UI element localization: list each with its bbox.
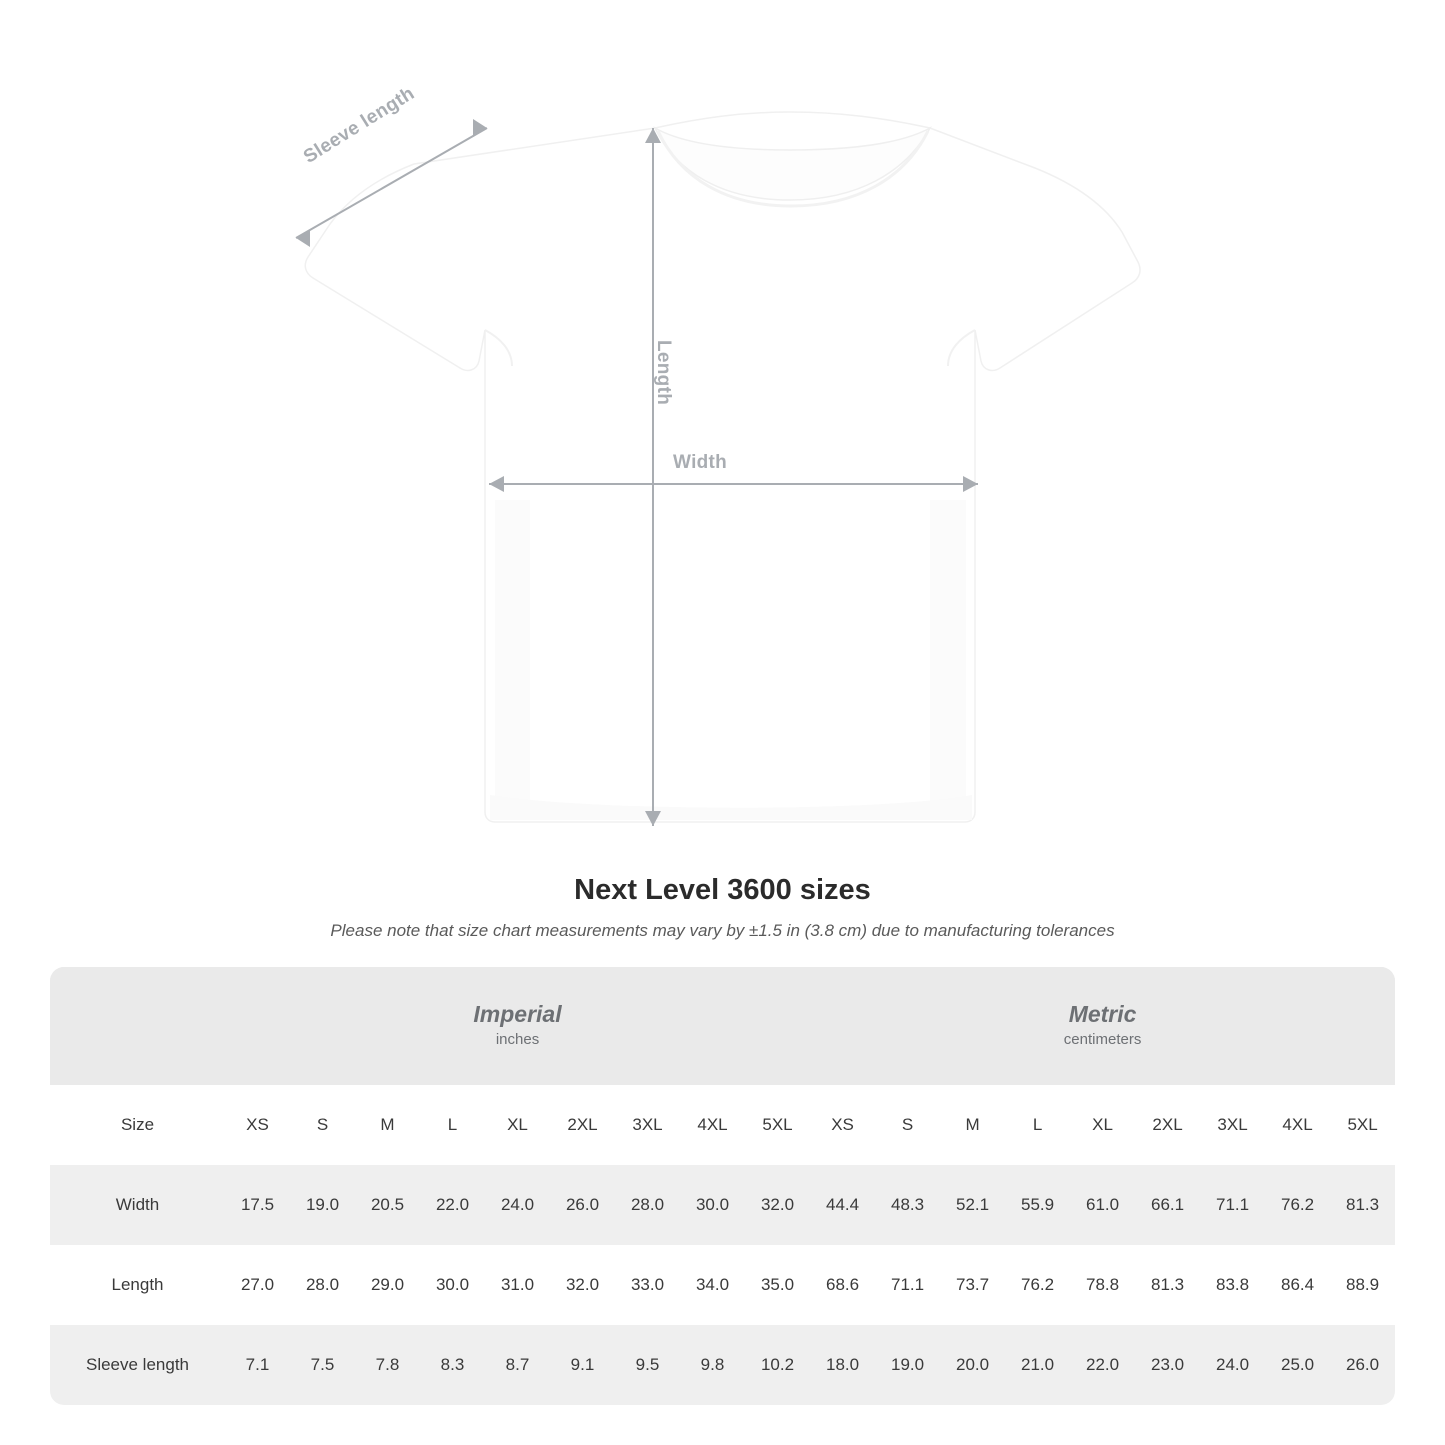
size-col-header: XL bbox=[1092, 1115, 1113, 1134]
unit-system-label: Imperial bbox=[473, 1000, 562, 1027]
unit-measure-label: centimeters bbox=[1063, 1031, 1142, 1049]
cell-value: 83.8 bbox=[1216, 1275, 1250, 1294]
unit-measure-label: inches bbox=[495, 1031, 540, 1049]
cell-value: 19.0 bbox=[305, 1195, 340, 1214]
cell-value: 76.2 bbox=[1281, 1195, 1315, 1214]
cell-value: 66.1 bbox=[1151, 1195, 1185, 1214]
cell-value: 27.0 bbox=[240, 1275, 275, 1294]
size-chart-table bbox=[50, 967, 1395, 1405]
cell-value: 19.0 bbox=[891, 1355, 925, 1374]
row-label-sleeve-length: Sleeve length bbox=[85, 1355, 190, 1374]
cell-value: 30.0 bbox=[695, 1195, 730, 1214]
cell-value: 25.0 bbox=[1281, 1355, 1315, 1374]
size-col-header: 4XL bbox=[1282, 1115, 1313, 1134]
unit-system-label: Metric bbox=[1068, 1000, 1137, 1027]
length-label: Length bbox=[653, 340, 674, 406]
cell-value: 52.1 bbox=[956, 1195, 990, 1214]
cell-value: 55.9 bbox=[1021, 1195, 1055, 1214]
cell-value: 7.1 bbox=[245, 1355, 270, 1374]
cell-value: 8.3 bbox=[440, 1355, 465, 1374]
page-title: Next Level 3600 sizes bbox=[574, 874, 871, 906]
size-col-header: 4XL bbox=[697, 1115, 728, 1134]
cell-value: 28.0 bbox=[630, 1195, 665, 1214]
size-col-header: 2XL bbox=[1152, 1115, 1183, 1134]
size-chart-table-wrapper bbox=[50, 967, 1395, 1405]
cell-value: 17.5 bbox=[240, 1195, 275, 1214]
cell-value: 23.0 bbox=[1151, 1355, 1185, 1374]
row-label-width: Width bbox=[115, 1195, 160, 1214]
cell-value: 73.7 bbox=[956, 1275, 990, 1294]
cell-value: 35.0 bbox=[760, 1275, 795, 1294]
cell-value: 18.0 bbox=[826, 1355, 860, 1374]
cell-value: 24.0 bbox=[500, 1195, 535, 1214]
cell-value: 9.1 bbox=[570, 1355, 595, 1374]
size-col-header: L bbox=[447, 1115, 458, 1134]
cell-value: 61.0 bbox=[1086, 1195, 1120, 1214]
cell-value: 9.8 bbox=[700, 1355, 725, 1374]
table-row bbox=[50, 1245, 1395, 1325]
cell-value: 22.0 bbox=[435, 1195, 470, 1214]
cell-value: 78.8 bbox=[1086, 1275, 1120, 1294]
cell-value: 29.0 bbox=[370, 1275, 405, 1294]
cell-value: 31.0 bbox=[500, 1275, 535, 1294]
unit-group-imperial bbox=[225, 967, 810, 1085]
cell-value: 34.0 bbox=[695, 1275, 730, 1294]
cell-value: 81.3 bbox=[1346, 1195, 1380, 1214]
cell-value: 26.0 bbox=[565, 1195, 600, 1214]
cell-value: 71.1 bbox=[1216, 1195, 1250, 1214]
size-col-header: XL bbox=[507, 1115, 528, 1134]
size-col-header: 2XL bbox=[567, 1115, 598, 1134]
size-col-header: 3XL bbox=[632, 1115, 663, 1134]
cell-value: 30.0 bbox=[435, 1275, 470, 1294]
unit-header-row bbox=[50, 967, 1395, 1085]
cell-value: 81.3 bbox=[1151, 1275, 1185, 1294]
size-col-header: 5XL bbox=[1347, 1115, 1378, 1134]
cell-value: 20.5 bbox=[370, 1195, 405, 1214]
size-col-header: XS bbox=[831, 1115, 854, 1134]
chart-heading bbox=[0, 874, 1445, 941]
cell-value: 68.6 bbox=[826, 1275, 860, 1294]
size-header-row bbox=[50, 1085, 1395, 1165]
cell-value: 88.9 bbox=[1346, 1275, 1380, 1294]
table-row bbox=[50, 1165, 1395, 1245]
cell-value: 24.0 bbox=[1216, 1355, 1250, 1374]
tolerance-note: Please note that size chart measurements may vary by ±1.5 in (3.8 cm) due to manufacturing tolerances bbox=[330, 921, 1115, 940]
cell-value: 33.0 bbox=[630, 1275, 665, 1294]
size-col-header: L bbox=[1032, 1115, 1043, 1134]
size-col-header: M bbox=[965, 1115, 980, 1134]
size-col-header: S bbox=[901, 1115, 914, 1134]
width-label: Width bbox=[673, 452, 728, 473]
size-col-header: 5XL bbox=[762, 1115, 793, 1134]
size-col-header: 3XL bbox=[1217, 1115, 1248, 1134]
cell-value: 48.3 bbox=[891, 1195, 925, 1214]
cell-value: 7.8 bbox=[375, 1355, 400, 1374]
cell-value: 71.1 bbox=[891, 1275, 925, 1294]
cell-value: 32.0 bbox=[565, 1275, 600, 1294]
cell-value: 26.0 bbox=[1346, 1355, 1380, 1374]
size-col-header: S bbox=[316, 1115, 329, 1134]
cell-value: 8.7 bbox=[505, 1355, 530, 1374]
size-col-header: M bbox=[380, 1115, 395, 1134]
cell-value: 10.2 bbox=[760, 1355, 795, 1374]
sleeve-length-label: Sleeve length bbox=[300, 83, 419, 168]
size-header-label: Size bbox=[120, 1115, 155, 1134]
cell-value: 76.2 bbox=[1021, 1275, 1055, 1294]
cell-value: 22.0 bbox=[1086, 1355, 1120, 1374]
cell-value: 7.5 bbox=[310, 1355, 335, 1374]
cell-value: 9.5 bbox=[635, 1355, 660, 1374]
unit-group-metric bbox=[810, 967, 1395, 1085]
size-col-header: XS bbox=[246, 1115, 269, 1134]
cell-value: 20.0 bbox=[956, 1355, 990, 1374]
cell-value: 28.0 bbox=[305, 1275, 340, 1294]
cell-value: 32.0 bbox=[760, 1195, 795, 1214]
cell-value: 21.0 bbox=[1021, 1355, 1055, 1374]
cell-value: 86.4 bbox=[1281, 1275, 1315, 1294]
unit-corner-cell bbox=[50, 967, 225, 1085]
row-label-length: Length bbox=[111, 1275, 164, 1294]
table-row bbox=[50, 1325, 1395, 1405]
cell-value: 44.4 bbox=[826, 1195, 860, 1214]
